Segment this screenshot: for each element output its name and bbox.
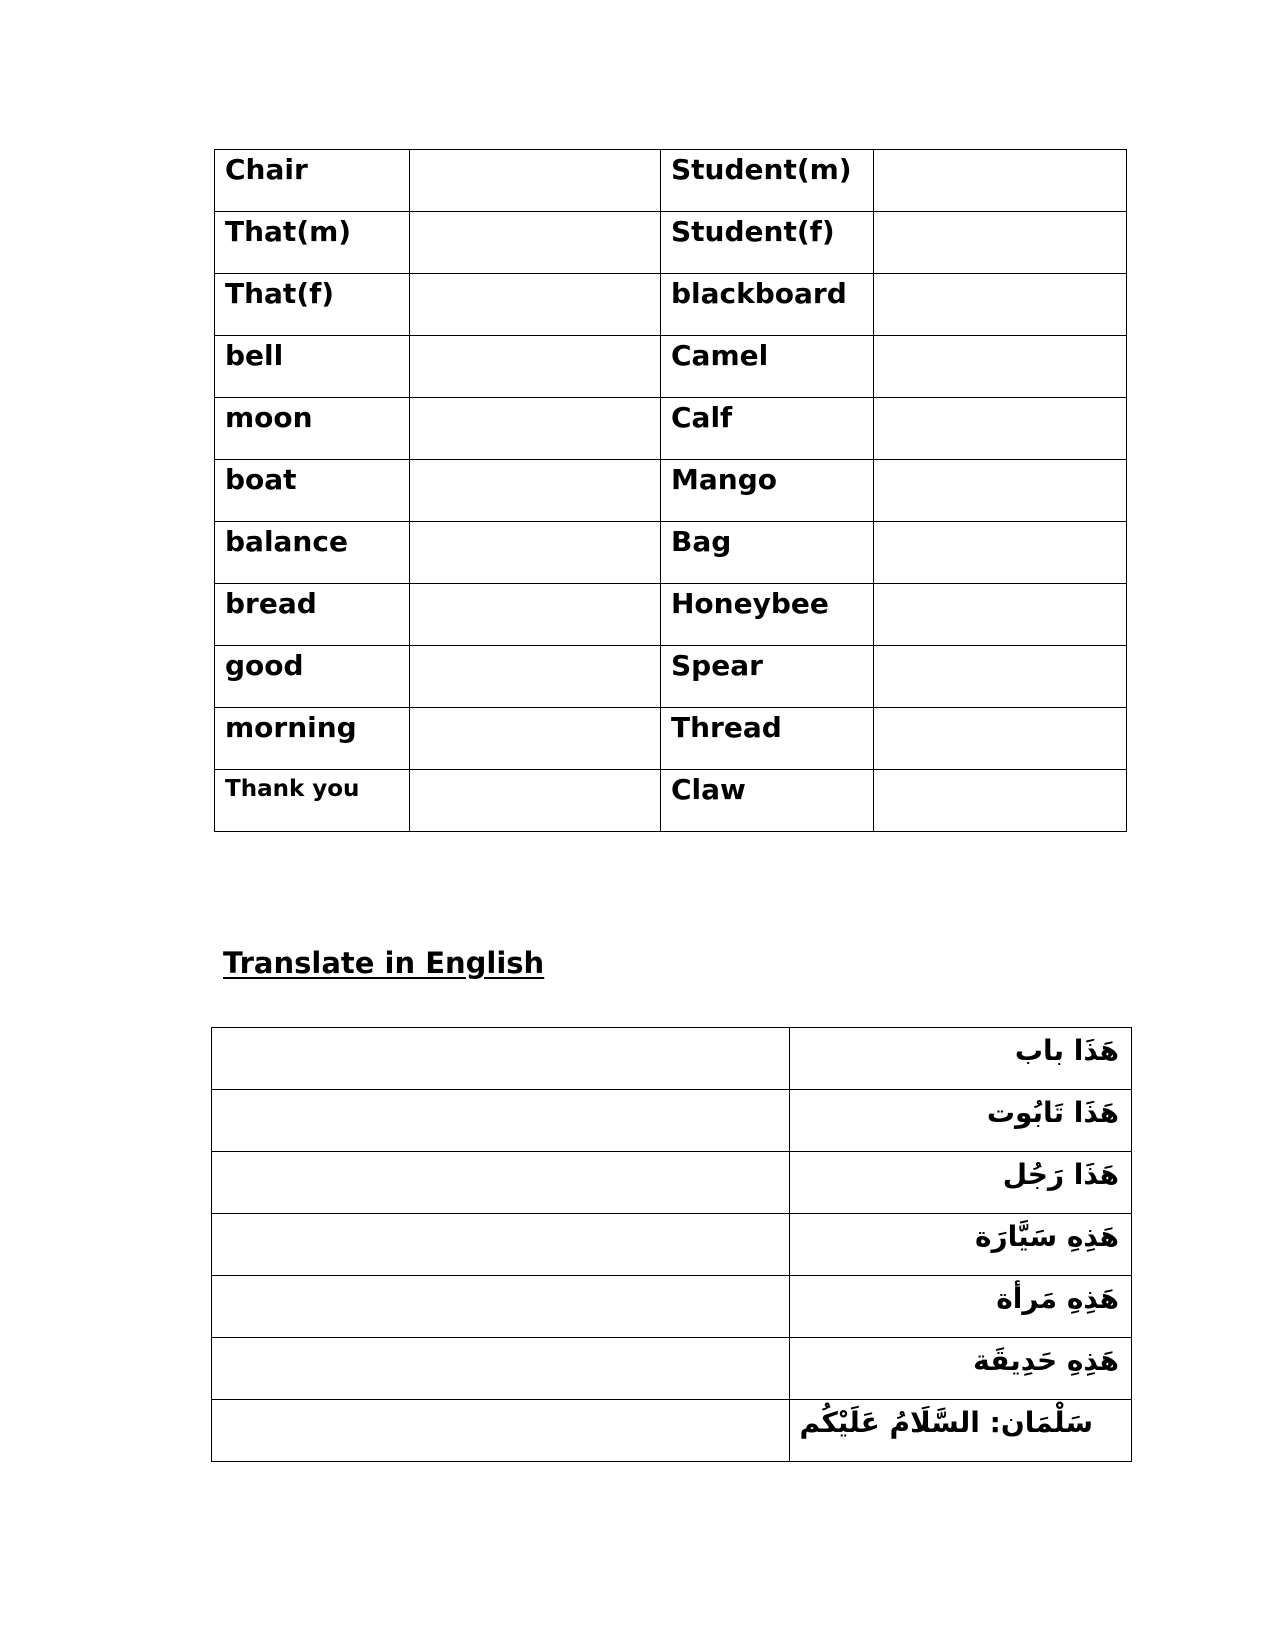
english-answer-cell[interactable] (212, 1400, 790, 1462)
english-answer-cell[interactable] (212, 1214, 790, 1276)
vocab-word-right: Bag (661, 522, 874, 584)
answer-cell-right[interactable] (874, 708, 1127, 770)
table-row (215, 398, 1127, 460)
table-row (212, 1214, 1132, 1276)
answer-cell-left[interactable] (410, 708, 661, 770)
table-row (212, 1090, 1132, 1152)
vocab-word-right: Spear (661, 646, 874, 708)
vocab-word-right: Calf (661, 398, 874, 460)
table-row (215, 460, 1127, 522)
arabic-sentence: هَذِهِ حَدِيقَة (790, 1338, 1132, 1400)
vocab-word-left: moon (215, 398, 410, 460)
arabic-sentence: هَذَا باب (790, 1028, 1132, 1090)
table-row (212, 1028, 1132, 1090)
vocabulary-table (214, 149, 1127, 832)
vocab-word-right: Thread (661, 708, 874, 770)
vocab-word-left: bell (215, 336, 410, 398)
arabic-sentence: هَذَا تَابُوت (790, 1090, 1132, 1152)
answer-cell-right[interactable] (874, 646, 1127, 708)
answer-cell-left[interactable] (410, 398, 661, 460)
arabic-sentence: هَذِهِ مَرأة (790, 1276, 1132, 1338)
vocab-word-right: Student(f) (661, 212, 874, 274)
table-row (215, 336, 1127, 398)
answer-cell-left[interactable] (410, 212, 661, 274)
answer-cell-right[interactable] (874, 584, 1127, 646)
answer-cell-left[interactable] (410, 460, 661, 522)
answer-cell-right[interactable] (874, 522, 1127, 584)
translation-table (211, 1027, 1132, 1462)
answer-cell-left[interactable] (410, 646, 661, 708)
answer-cell-right[interactable] (874, 274, 1127, 336)
vocab-word-left: morning (215, 708, 410, 770)
arabic-sentence: هَذَا رَجُل (790, 1152, 1132, 1214)
vocab-word-left: bread (215, 584, 410, 646)
vocab-word-left: good (215, 646, 410, 708)
section-heading: Translate in English (223, 946, 545, 980)
table-row (215, 274, 1127, 336)
answer-cell-left[interactable] (410, 522, 661, 584)
answer-cell-left[interactable] (410, 274, 661, 336)
table-row (212, 1276, 1132, 1338)
vocab-word-left: Thank you (215, 770, 410, 832)
answer-cell-right[interactable] (874, 770, 1127, 832)
vocab-word-left: balance (215, 522, 410, 584)
answer-cell-right[interactable] (874, 460, 1127, 522)
table-row (215, 212, 1127, 274)
table-row (215, 708, 1127, 770)
answer-cell-left[interactable] (410, 770, 661, 832)
arabic-sentence: سَلْمَان: السَّلَامُ عَلَيْكُم (790, 1400, 1132, 1462)
vocab-word-right: blackboard (661, 274, 874, 336)
vocab-word-right: Student(m) (661, 150, 874, 212)
vocab-word-left: boat (215, 460, 410, 522)
vocab-word-right: Mango (661, 460, 874, 522)
table-row (215, 584, 1127, 646)
answer-cell-right[interactable] (874, 212, 1127, 274)
vocab-word-left: Chair (215, 150, 410, 212)
answer-cell-left[interactable] (410, 150, 661, 212)
table-row (212, 1338, 1132, 1400)
vocabulary-table-body (215, 150, 1127, 832)
english-answer-cell[interactable] (212, 1090, 790, 1152)
english-answer-cell[interactable] (212, 1028, 790, 1090)
table-row (215, 522, 1127, 584)
english-answer-cell[interactable] (212, 1276, 790, 1338)
answer-cell-right[interactable] (874, 150, 1127, 212)
vocab-word-right: Camel (661, 336, 874, 398)
answer-cell-left[interactable] (410, 336, 661, 398)
table-row (215, 770, 1127, 832)
answer-cell-left[interactable] (410, 584, 661, 646)
vocab-word-left: That(f) (215, 274, 410, 336)
english-answer-cell[interactable] (212, 1338, 790, 1400)
table-row (212, 1152, 1132, 1214)
arabic-sentence: هَذِهِ سَيَّارَة (790, 1214, 1132, 1276)
answer-cell-right[interactable] (874, 398, 1127, 460)
vocab-word-right: Honeybee (661, 584, 874, 646)
table-row (212, 1400, 1132, 1462)
vocab-word-left: That(m) (215, 212, 410, 274)
vocab-word-right: Claw (661, 770, 874, 832)
table-row (215, 150, 1127, 212)
english-answer-cell[interactable] (212, 1152, 790, 1214)
translation-table-body (212, 1028, 1132, 1462)
table-row (215, 646, 1127, 708)
answer-cell-right[interactable] (874, 336, 1127, 398)
